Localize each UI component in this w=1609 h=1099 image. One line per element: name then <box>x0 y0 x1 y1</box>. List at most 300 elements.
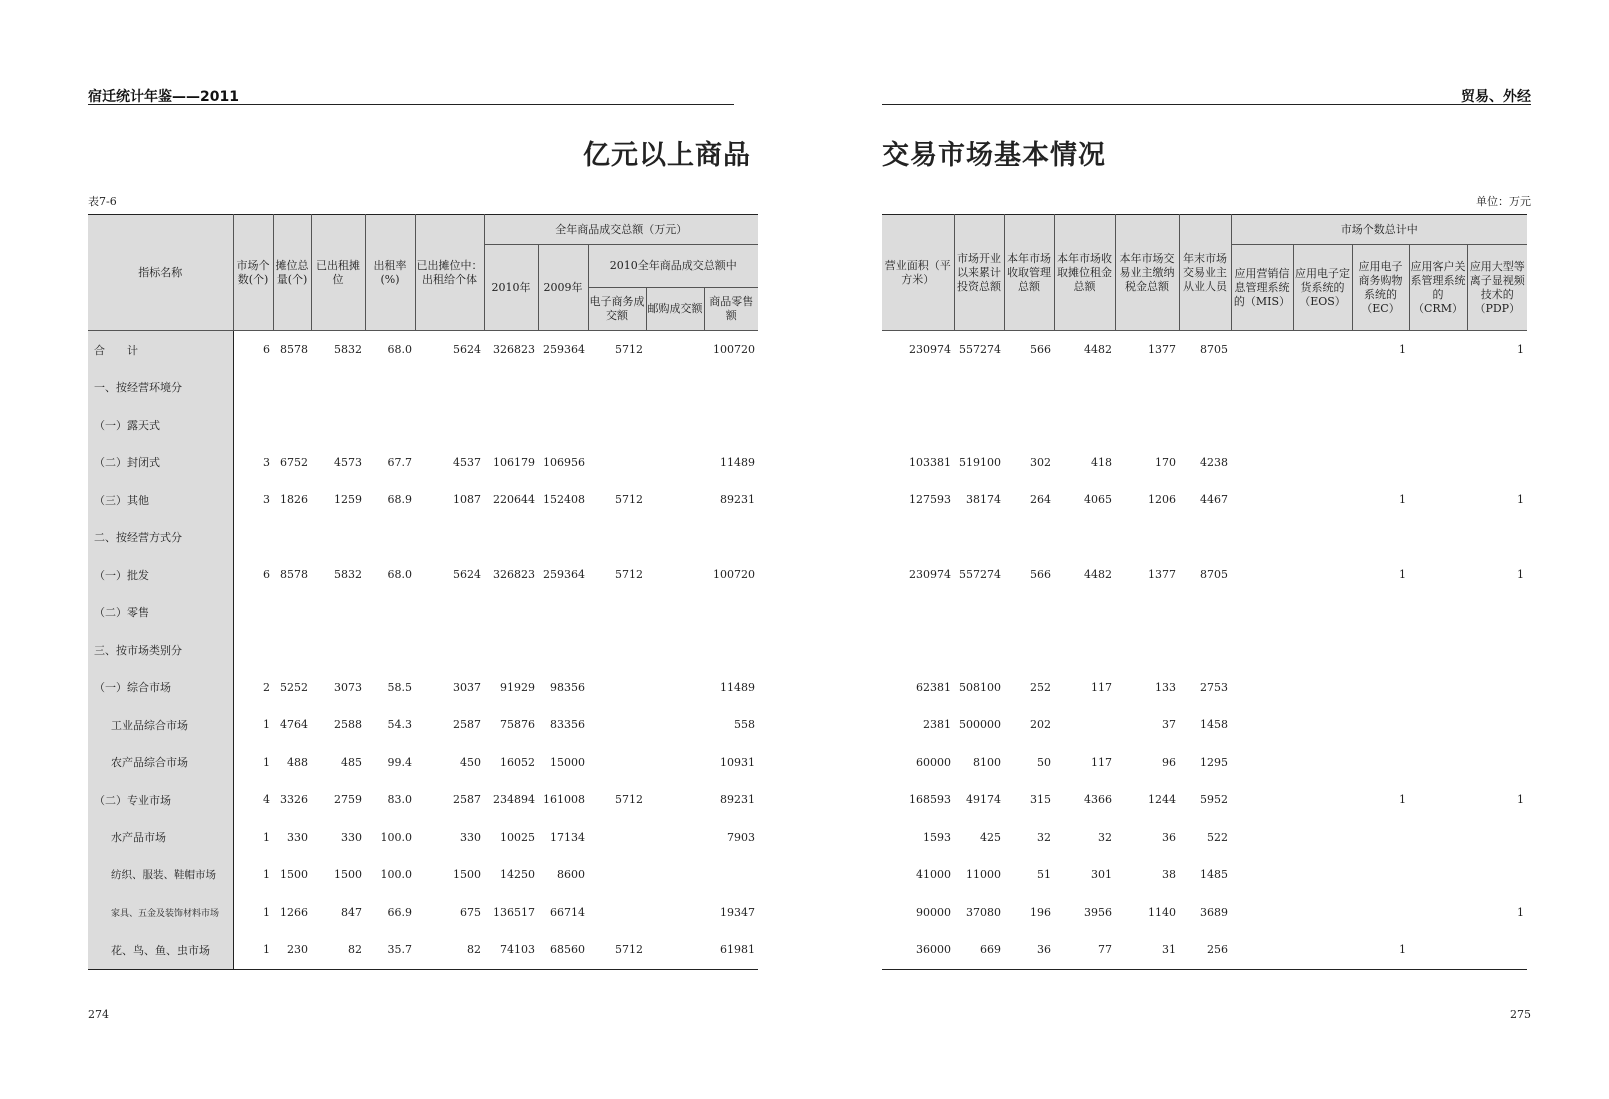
cell: 36 <box>1004 931 1054 969</box>
cell: 170 <box>1155 455 1176 469</box>
cell: 60000 <box>916 755 951 769</box>
cell: 330 <box>341 830 362 844</box>
cell <box>415 406 484 444</box>
cell: 100720 <box>713 343 756 357</box>
cell: 3 <box>263 455 270 469</box>
cell <box>311 519 365 557</box>
cell: 8705 <box>1200 343 1228 357</box>
cell <box>588 706 646 744</box>
cell: 2588 <box>334 718 362 732</box>
cell <box>588 631 646 669</box>
table-row <box>88 931 758 969</box>
running-head-right: 贸易、外经 <box>1461 89 1531 105</box>
cell: 4764 <box>280 718 308 732</box>
cell: 3956 <box>1084 905 1112 919</box>
cell: 3 <box>263 493 270 507</box>
cell <box>1054 519 1115 557</box>
cell: 152408 <box>543 493 585 507</box>
cell <box>311 406 365 444</box>
cell: 117 <box>1091 680 1112 694</box>
cell: 54.3 <box>387 718 412 732</box>
cell: 1 <box>1399 793 1406 807</box>
cell: 3037 <box>453 680 481 694</box>
cell: 19347 <box>720 905 756 919</box>
cell: 5712 <box>615 568 643 582</box>
cell <box>233 594 273 632</box>
header-rule-left <box>88 104 734 105</box>
cell <box>1231 669 1293 707</box>
row-label: 一、按经营环境分 <box>88 369 233 407</box>
cell: 1206 <box>1148 493 1176 507</box>
cell: 252 <box>1030 680 1051 694</box>
cell <box>1231 931 1293 969</box>
cell: 58.5 <box>387 680 412 694</box>
cell: 1500 <box>453 868 481 882</box>
cell <box>882 594 954 632</box>
cell <box>1409 706 1467 744</box>
row-label: （一）批发 <box>88 556 233 594</box>
cell: 301 <box>1091 868 1112 882</box>
cell: 100.0 <box>380 868 412 882</box>
cell <box>1115 369 1179 407</box>
cell <box>588 894 646 932</box>
cell: 1500 <box>280 868 308 882</box>
cell <box>1409 519 1467 557</box>
header-rented-stalls: 已出租摊位 <box>311 215 365 331</box>
cell: 326823 <box>493 343 535 357</box>
cell: 1 <box>263 755 270 769</box>
cell: 256 <box>1179 931 1231 969</box>
unit-label: 单位：万元 <box>1476 195 1531 208</box>
cell: 15000 <box>550 755 585 769</box>
cell <box>538 369 588 407</box>
cell <box>646 706 704 744</box>
cell <box>1231 819 1293 857</box>
cell <box>1467 744 1527 782</box>
cell: 557274 <box>959 343 1001 357</box>
cell: 264 <box>1030 493 1051 507</box>
cell: 5624 <box>453 343 481 357</box>
cell <box>365 369 415 407</box>
cell: 2587 <box>453 718 481 732</box>
table-row <box>88 594 758 632</box>
header-2010: 2010年 <box>484 245 538 331</box>
cell <box>704 594 758 632</box>
cell <box>538 594 588 632</box>
table-row <box>88 894 758 932</box>
cell <box>1409 631 1467 669</box>
cell: 1 <box>1352 931 1409 969</box>
cell <box>588 519 646 557</box>
cell <box>1352 706 1409 744</box>
cell: 127593 <box>909 493 951 507</box>
cell <box>1293 444 1352 482</box>
title-left-part: 亿元以上商品 <box>583 140 751 171</box>
cell <box>1409 856 1467 894</box>
cell: 259364 <box>543 568 585 582</box>
table-row <box>882 781 1527 819</box>
cell: 3073 <box>334 680 362 694</box>
cell <box>1409 444 1467 482</box>
cell: 16052 <box>500 755 535 769</box>
cell: 220644 <box>493 493 535 507</box>
cell <box>588 406 646 444</box>
cell: 68560 <box>538 931 588 969</box>
cell: 17134 <box>550 830 585 844</box>
cell <box>704 406 758 444</box>
cell <box>311 594 365 632</box>
cell <box>1293 781 1352 819</box>
row-label: （二）专业市场 <box>88 781 233 819</box>
cell: 1266 <box>280 905 308 919</box>
cell <box>588 819 646 857</box>
cell <box>1352 406 1409 444</box>
cell: 4238 <box>1200 455 1228 469</box>
cell: 1 <box>263 868 270 882</box>
cell <box>1293 744 1352 782</box>
cell: 106179 <box>493 455 535 469</box>
header-rule-right <box>882 104 1531 105</box>
cell: 3326 <box>280 793 308 807</box>
cell <box>484 406 538 444</box>
row-label: 工业品综合市场 <box>88 706 233 744</box>
cell <box>1179 369 1231 407</box>
cell: 1377 <box>1148 343 1176 357</box>
cell <box>1115 519 1179 557</box>
cell <box>1231 406 1293 444</box>
cell <box>273 594 311 632</box>
cell <box>1409 406 1467 444</box>
cell <box>1054 406 1115 444</box>
cell <box>1467 519 1527 557</box>
cell: 117 <box>1091 755 1112 769</box>
cell: 4537 <box>453 455 481 469</box>
table-row <box>88 331 758 369</box>
cell: 8600 <box>557 868 585 882</box>
cell <box>273 369 311 407</box>
header-2010-breakdown: 2010全年商品成交总额中 <box>588 245 758 288</box>
cell: 106956 <box>543 455 585 469</box>
cell <box>882 369 954 407</box>
cell <box>1293 669 1352 707</box>
cell: 2381 <box>923 718 951 732</box>
cell: 89231 <box>720 493 756 507</box>
cell <box>311 369 365 407</box>
cell <box>538 519 588 557</box>
cell <box>1409 331 1467 369</box>
cell <box>1409 744 1467 782</box>
cell: 100720 <box>713 568 756 582</box>
cell <box>1467 444 1527 482</box>
cell <box>1293 556 1352 594</box>
cell: 1 <box>263 830 270 844</box>
cell: 4482 <box>1084 343 1112 357</box>
cell: 5712 <box>615 343 643 357</box>
cell: 4573 <box>334 455 362 469</box>
cell: 500000 <box>959 718 1001 732</box>
cell <box>1231 894 1293 932</box>
cell <box>1352 894 1409 932</box>
cell: 6 <box>263 568 270 582</box>
table-number: 表7-6 <box>88 195 117 208</box>
cell: 450 <box>460 755 481 769</box>
cell <box>365 631 415 669</box>
cell: 202 <box>1030 718 1051 732</box>
cell <box>1231 781 1293 819</box>
cell <box>646 931 704 969</box>
cell <box>365 406 415 444</box>
cell <box>1409 556 1467 594</box>
cell <box>1231 331 1293 369</box>
cell: 326823 <box>493 568 535 582</box>
table-row <box>882 331 1527 369</box>
cell <box>646 744 704 782</box>
table-row <box>88 444 758 482</box>
table-row <box>88 781 758 819</box>
cell <box>1004 406 1054 444</box>
cell <box>646 331 704 369</box>
cell <box>882 519 954 557</box>
cell: 675 <box>460 905 481 919</box>
cell: 36 <box>1162 830 1176 844</box>
row-label: （一）露天式 <box>88 406 233 444</box>
cell <box>484 369 538 407</box>
cell: 14250 <box>500 868 535 882</box>
cell <box>311 631 365 669</box>
cell <box>1115 406 1179 444</box>
table-row <box>882 669 1527 707</box>
cell: 77 <box>1054 931 1115 969</box>
cell <box>1293 931 1352 969</box>
cell: 2753 <box>1200 680 1228 694</box>
cell <box>233 369 273 407</box>
cell <box>1293 481 1352 519</box>
table-row <box>882 406 1527 444</box>
cell <box>1179 631 1231 669</box>
cell <box>954 594 1004 632</box>
table-row <box>882 594 1527 632</box>
cell: 50 <box>1037 755 1051 769</box>
cell: 90000 <box>916 905 951 919</box>
cell: 5712 <box>588 931 646 969</box>
cell <box>1409 931 1467 969</box>
cell: 196 <box>1030 905 1051 919</box>
cell: 11489 <box>720 680 756 694</box>
cell <box>233 519 273 557</box>
cell: 1244 <box>1148 793 1176 807</box>
cell: 6752 <box>280 455 308 469</box>
cell <box>1467 594 1527 632</box>
row-label: （二）封闭式 <box>88 444 233 482</box>
cell: 83356 <box>550 718 585 732</box>
cell <box>1293 706 1352 744</box>
cell: 161008 <box>543 793 585 807</box>
cell <box>588 369 646 407</box>
running-head-left: 宿迁统计年鉴——2011 <box>88 89 239 105</box>
cell <box>1467 406 1527 444</box>
table-row <box>88 669 758 707</box>
cell: 75876 <box>500 718 535 732</box>
cell <box>1467 856 1527 894</box>
cell: 66.9 <box>387 905 412 919</box>
cell: 136517 <box>493 905 535 919</box>
cell: 1593 <box>923 830 951 844</box>
cell <box>646 631 704 669</box>
row-label: 水产品市场 <box>88 819 233 857</box>
cell <box>1293 331 1352 369</box>
cell <box>415 631 484 669</box>
cell: 485 <box>341 755 362 769</box>
row-label: 二、按经营方式分 <box>88 519 233 557</box>
cell: 11489 <box>720 455 756 469</box>
cell <box>1467 706 1527 744</box>
cell <box>1467 931 1527 969</box>
row-label: 纺织、服装、鞋帽市场 <box>88 856 233 894</box>
row-label: 农产品综合市场 <box>88 744 233 782</box>
cell <box>1409 781 1467 819</box>
table-row <box>88 556 758 594</box>
cell <box>1352 444 1409 482</box>
cell <box>1231 706 1293 744</box>
header-market-count-group: 市场个数总计中 <box>1231 215 1527 245</box>
cell: 230 <box>273 931 311 969</box>
cell <box>1231 444 1293 482</box>
header-indicator: 指标名称 <box>88 215 233 331</box>
cell: 1 <box>1517 343 1525 357</box>
header-turnover-group: 全年商品成交总额（万元） <box>484 215 758 245</box>
cell: 89231 <box>720 793 756 807</box>
cell: 5712 <box>615 493 643 507</box>
header-retail: 商品零售额 <box>704 288 758 331</box>
cell: 1 <box>263 905 270 919</box>
cell <box>588 444 646 482</box>
cell: 31 <box>1115 931 1179 969</box>
cell <box>646 481 704 519</box>
header-stall-total: 摊位总量(个) <box>273 215 311 331</box>
cell: 230974 <box>909 568 951 582</box>
header-crm: 应用客户关系管理系统的（CRM） <box>1409 245 1467 331</box>
header-mis: 应用营销信息管理系统的（MIS） <box>1231 245 1293 331</box>
cell: 230974 <box>909 343 951 357</box>
table-row <box>882 931 1527 969</box>
cell: 37 <box>1162 718 1176 732</box>
cell: 32 <box>1037 830 1051 844</box>
cell: 82 <box>415 931 484 969</box>
cell <box>954 519 1004 557</box>
cell: 5952 <box>1200 793 1228 807</box>
cell <box>273 519 311 557</box>
table-row <box>882 444 1527 482</box>
cell: 82 <box>311 931 365 969</box>
cell <box>1352 519 1409 557</box>
cell: 41000 <box>916 868 951 882</box>
cell: 4 <box>263 793 270 807</box>
cell <box>1054 631 1115 669</box>
cell: 100.0 <box>380 830 412 844</box>
cell: 5832 <box>334 343 362 357</box>
title-right-part: 交易市场基本情况 <box>882 140 1106 171</box>
header-stall-rent: 本年市场收取摊位租金总额 <box>1054 215 1115 331</box>
right-page <box>804 0 1609 1099</box>
cell <box>704 519 758 557</box>
cell <box>1352 631 1409 669</box>
cell: 10025 <box>500 830 535 844</box>
cell: 32 <box>1098 830 1112 844</box>
cell <box>1231 519 1293 557</box>
table-row <box>88 706 758 744</box>
header-pdp: 应用大型等离子显视频技术的（PDP） <box>1467 245 1527 331</box>
cell <box>1409 369 1467 407</box>
cell: 98356 <box>550 680 585 694</box>
cell: 1259 <box>334 493 362 507</box>
cell: 488 <box>287 755 308 769</box>
cell <box>1231 556 1293 594</box>
cell <box>415 369 484 407</box>
cell: 5712 <box>615 793 643 807</box>
cell <box>1054 594 1115 632</box>
header-2009: 2009年 <box>538 245 588 331</box>
cell <box>1004 594 1054 632</box>
cell: 1485 <box>1200 868 1228 882</box>
cell <box>588 669 646 707</box>
cell: 522 <box>1207 830 1228 844</box>
cell <box>704 369 758 407</box>
cell <box>1352 856 1409 894</box>
cell <box>882 631 954 669</box>
cell: 91929 <box>500 680 535 694</box>
cell <box>1231 856 1293 894</box>
cell: 37080 <box>966 905 1001 919</box>
cell <box>1179 594 1231 632</box>
cell: 96 <box>1162 755 1176 769</box>
cell <box>704 856 758 894</box>
cell <box>588 594 646 632</box>
cell <box>646 856 704 894</box>
cell: 61981 <box>704 931 758 969</box>
header-area: 营业面积（平方米） <box>882 215 954 331</box>
left-page <box>0 0 804 1099</box>
cell: 1458 <box>1200 718 1228 732</box>
cell: 315 <box>1030 793 1051 807</box>
cell: 49174 <box>966 793 1001 807</box>
header-eos: 应用电子定货系统的（EOS） <box>1293 245 1352 331</box>
row-label: （一）综合市场 <box>88 669 233 707</box>
cell <box>1293 406 1352 444</box>
cell <box>484 594 538 632</box>
cell: 4366 <box>1084 793 1112 807</box>
cell <box>273 406 311 444</box>
cell: 259364 <box>543 343 585 357</box>
cell: 1 <box>1399 493 1406 507</box>
cell: 1 <box>263 718 270 732</box>
header-tax: 本年市场交易业主缴纳税金总额 <box>1115 215 1179 331</box>
cell: 2759 <box>334 793 362 807</box>
header-staff: 年末市场交易业主从业人员 <box>1179 215 1231 331</box>
cell: 1295 <box>1200 755 1228 769</box>
cell <box>1467 669 1527 707</box>
cell <box>1054 369 1115 407</box>
cell: 4482 <box>1084 568 1112 582</box>
cell: 234894 <box>493 793 535 807</box>
cell: 566 <box>1030 568 1051 582</box>
cell: 11000 <box>966 868 1001 882</box>
table-row <box>882 819 1527 857</box>
table-row <box>882 631 1527 669</box>
cell: 1 <box>233 931 273 969</box>
cell <box>646 406 704 444</box>
cell <box>1293 369 1352 407</box>
cell: 5624 <box>453 568 481 582</box>
